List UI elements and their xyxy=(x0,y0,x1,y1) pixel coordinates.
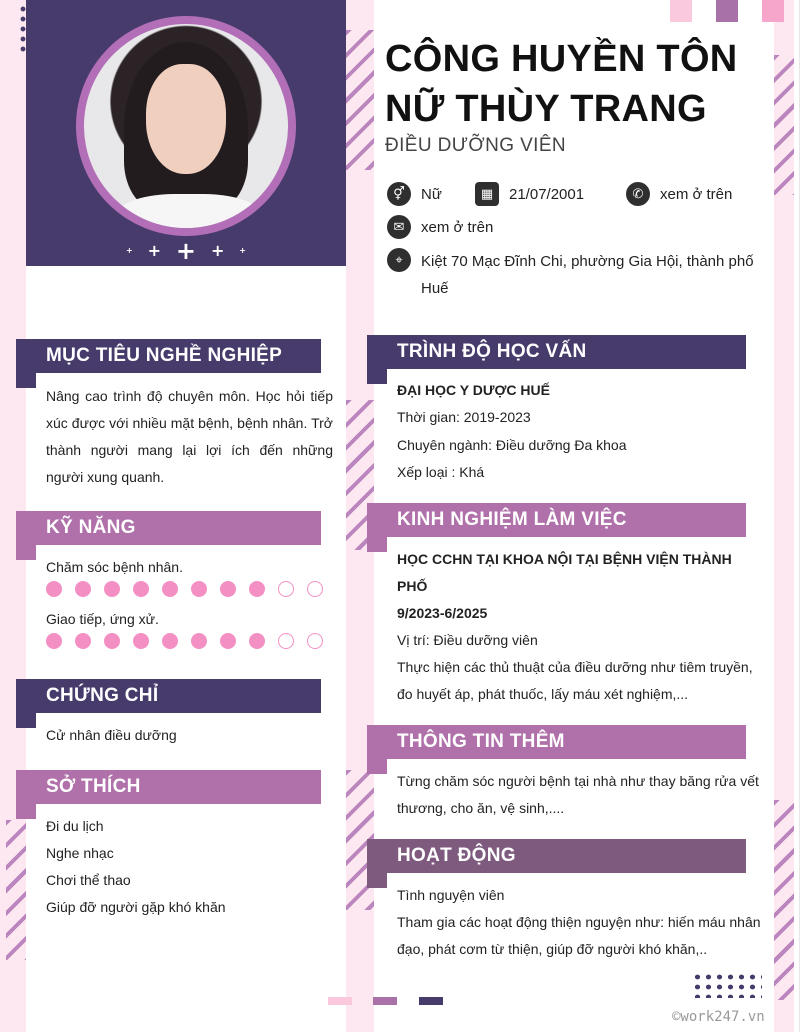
education-major: Chuyên ngành: Điều dưỡng Đa khoa xyxy=(397,437,627,453)
hobby-item: Đi du lịch xyxy=(46,818,104,834)
skill-dot xyxy=(191,581,207,597)
mail-icon: ✉ xyxy=(387,215,411,239)
skill-rating xyxy=(46,633,323,649)
contact-address xyxy=(387,248,767,302)
skill-dot xyxy=(307,581,323,597)
square-decoration xyxy=(716,0,738,22)
education-grade: Xếp loại : Khá xyxy=(397,464,485,480)
address-line-1: Kiệt 70 Mạc Đĩnh Chi, phường Gia Hội, thành phố xyxy=(421,253,754,270)
stripe-decoration xyxy=(6,820,26,960)
section-header-education: TRÌNH ĐỘ HỌC VẤN xyxy=(367,335,746,369)
skill-dot xyxy=(46,633,62,649)
skill-dot xyxy=(104,633,120,649)
section-tab xyxy=(16,544,36,560)
skill-dot xyxy=(220,581,236,597)
section-tab xyxy=(367,758,387,774)
hobby-item: Nghe nhạc xyxy=(46,845,114,861)
skill-dot xyxy=(133,633,149,649)
skill-dot xyxy=(46,581,62,597)
avatar-frame xyxy=(76,16,296,236)
stripe-decoration xyxy=(346,30,374,170)
square-decoration xyxy=(670,0,692,22)
address-line-2: Huế xyxy=(421,280,449,297)
bar-decoration xyxy=(373,997,397,1005)
skill-dot xyxy=(75,633,91,649)
skill-dot xyxy=(249,581,265,597)
job-title: ĐIỀU DƯỠNG VIÊN xyxy=(385,135,567,156)
skill-dot xyxy=(162,581,178,597)
section-header-activities: HOẠT ĐỘNG xyxy=(367,839,746,873)
bar-decoration xyxy=(328,997,352,1005)
square-decoration xyxy=(762,0,784,22)
dot-grid-decoration xyxy=(18,4,50,56)
skill-dot xyxy=(162,633,178,649)
skill-label: Chăm sóc bệnh nhân. xyxy=(46,559,183,575)
experience-place-line-2: PHỐ xyxy=(397,578,428,594)
skill-dot xyxy=(249,633,265,649)
experience-desc-line-1: Thực hiện các thủ thuật của điều dưỡng như tiêm truyền, xyxy=(397,659,753,675)
location-pin-icon: ⌖ xyxy=(387,248,411,272)
experience-period: 9/2023-6/2025 xyxy=(397,605,488,621)
contact-email: ✉ xem ở trên xyxy=(387,215,493,241)
section-tab xyxy=(16,372,36,388)
activities-line-3: đạo, phát cơm từ thiện, giúp đỡ người khó khăn,.. xyxy=(397,941,708,957)
plus-decoration: + + + + + xyxy=(126,237,246,265)
activities-line-2: Tham gia các hoạt động thiện nguyện như: hiến máu nhân xyxy=(397,914,761,930)
certificate-item: Cử nhân điều dưỡng xyxy=(46,727,177,743)
skill-dot xyxy=(191,633,207,649)
section-header-additional: THÔNG TIN THÊM xyxy=(367,725,746,759)
experience-desc-line-2: đo huyết áp, phát thuốc, lấy máu xét nghiệm,... xyxy=(397,686,689,702)
hobby-item: Giúp đỡ người gặp khó khăn xyxy=(46,899,226,915)
experience-place-line-1: HỌC CCHN TẠI KHOA NỘI TẠI BỆNH VIỆN THÀNH xyxy=(397,551,732,567)
gender-icon: ⚥ xyxy=(387,182,411,206)
skill-dot xyxy=(104,581,120,597)
section-header-experience: KINH NGHIỆM LÀM VIỆC xyxy=(367,503,746,537)
experience-position: Vị trí: Điều dưỡng viên xyxy=(397,632,538,648)
name-line-1: CÔNG HUYỀN TÔN xyxy=(385,38,738,80)
section-header-skills: KỸ NĂNG xyxy=(16,511,321,545)
dot-grid-decoration xyxy=(692,972,762,998)
objective-text: Nâng cao trình độ chuyên môn. Học hỏi tiếp xúc được với nhiều mặt bệnh, bệnh nhân. Trở thành người mang lại lợi ích đến những người xung quanh. xyxy=(46,388,333,485)
section-header-objective: MỤC TIÊU NGHỀ NGHIỆP xyxy=(16,339,321,373)
skill-dot xyxy=(278,633,294,649)
skill-dot xyxy=(278,581,294,597)
section-tab xyxy=(16,803,36,819)
skill-label: Giao tiếp, ứng xử. xyxy=(46,611,159,627)
skill-rating xyxy=(46,581,323,597)
section-header-hobbies: SỞ THÍCH xyxy=(16,770,321,804)
phone-icon: ✆ xyxy=(626,182,650,206)
hobby-item: Chơi thể thao xyxy=(46,872,131,888)
watermark: ©work247.vn xyxy=(672,1009,765,1025)
additional-line-1: Từng chăm sóc người bệnh tại nhà như thay băng rửa vết xyxy=(397,773,759,789)
education-time: Thời gian: 2019-2023 xyxy=(397,409,531,425)
section-tab xyxy=(367,872,387,888)
contact-birthday: ▦ 21/07/2001 xyxy=(475,182,584,208)
skill-dot xyxy=(133,581,149,597)
contact-phone: ✆ xem ở trên xyxy=(626,182,732,208)
contact-gender: ⚥ Nữ xyxy=(387,182,442,208)
candidate-name xyxy=(385,34,765,134)
section-header-certificates: CHỨNG CHỈ xyxy=(16,679,321,713)
section-tab xyxy=(16,712,36,728)
skill-dot xyxy=(75,581,91,597)
stripe-decoration xyxy=(774,800,794,1000)
name-line-2: NỮ THÙY TRANG xyxy=(385,88,707,130)
skill-dot xyxy=(220,633,236,649)
avatar xyxy=(84,24,288,228)
bar-decoration xyxy=(419,997,443,1005)
skill-dot xyxy=(307,633,323,649)
section-tab xyxy=(367,368,387,384)
section-tab xyxy=(367,536,387,552)
education-school: ĐẠI HỌC Y DƯỢC HUẾ xyxy=(397,382,550,398)
calendar-icon: ▦ xyxy=(475,182,499,206)
activities-line-1: Tình nguyện viên xyxy=(397,887,505,903)
additional-line-2: thương, cho ăn, vệ sinh,.... xyxy=(397,800,565,816)
stripe-decoration xyxy=(774,55,794,195)
